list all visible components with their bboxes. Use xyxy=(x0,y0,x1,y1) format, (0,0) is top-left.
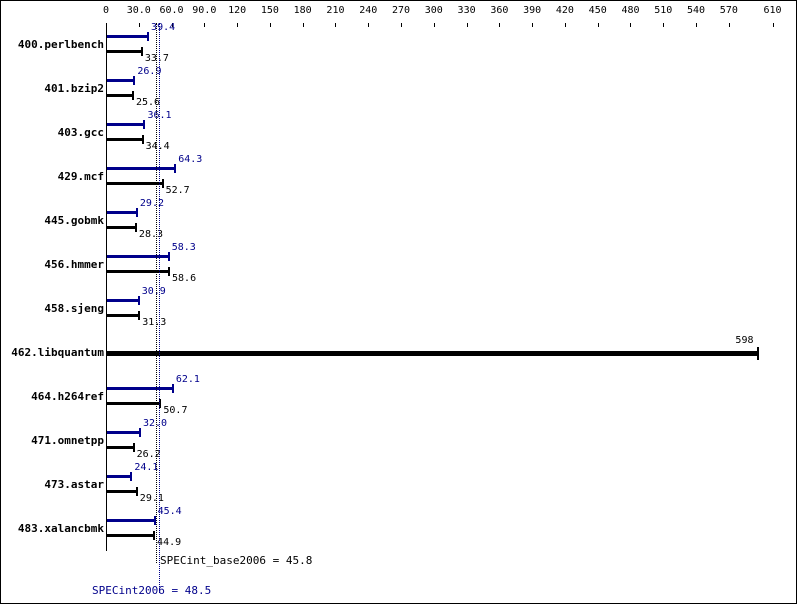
bar-peak xyxy=(106,387,174,390)
bar-peak-end-cap xyxy=(138,296,140,305)
bar-base-end-cap xyxy=(133,443,135,452)
bar-peak-end-cap xyxy=(172,384,174,393)
bar-base xyxy=(106,50,143,53)
bar-peak xyxy=(106,167,176,170)
bar-peak-end-cap xyxy=(139,428,141,437)
bar-value-label: 598 xyxy=(735,335,754,346)
bar-base-end-cap xyxy=(135,223,137,232)
x-tick-label: 450 xyxy=(588,5,607,16)
bar-peak-end-cap xyxy=(136,208,138,217)
y-category-label: 400.perlbench xyxy=(17,38,104,51)
bar-peak-value-label: 32.0 xyxy=(142,418,168,429)
x-tick-label: 390 xyxy=(523,5,542,16)
bar-peak-end-cap xyxy=(168,252,170,261)
bar-base-value-label: 44.9 xyxy=(157,537,182,548)
y-category-label: 462.libquantum xyxy=(11,346,104,359)
bar-peak xyxy=(106,475,132,478)
bar-peak xyxy=(106,35,149,38)
bar-base-end-cap xyxy=(162,179,164,188)
bar-base-value-label: 50.7 xyxy=(163,405,188,416)
bar-base xyxy=(106,138,144,141)
bar-base-end-cap xyxy=(136,487,138,496)
bar-peak-value-label: 39.4 xyxy=(151,22,176,33)
y-category-label: 471.omnetpp xyxy=(31,434,104,447)
bar-base xyxy=(106,226,137,229)
bar-base-value-label: 31.3 xyxy=(142,317,167,328)
bar-base-value-label: 28.3 xyxy=(138,229,164,240)
peak-mean-label: SPECint2006 = 48.5 xyxy=(91,584,212,597)
bar-peak xyxy=(106,431,141,434)
x-tick-label: 270 xyxy=(391,5,411,16)
bar-peak xyxy=(106,519,156,522)
bar-peak-value-label: 62.1 xyxy=(175,374,200,385)
bar-base-value-label: 52.7 xyxy=(165,185,190,196)
bar-base-value-label: 25.6 xyxy=(135,97,161,108)
bar-combined xyxy=(106,351,759,356)
x-tick-label: 210 xyxy=(326,5,345,16)
bar-base-end-cap xyxy=(142,135,144,144)
x-tick-label: 360 xyxy=(490,5,509,16)
plot-area xyxy=(106,23,778,551)
bar-base xyxy=(106,182,164,185)
y-axis-category-labels xyxy=(1,23,104,551)
y-category-label: 483.xalancbmk xyxy=(17,522,104,535)
x-tick-label: 540 xyxy=(687,5,706,16)
x-tick-label: 480 xyxy=(621,5,640,16)
bar-base xyxy=(106,446,135,449)
bar-peak-end-cap xyxy=(133,76,135,85)
bar-peak-end-cap xyxy=(143,120,145,129)
bar-peak xyxy=(106,79,135,82)
y-category-label: 401.bzip2 xyxy=(44,82,104,95)
bar-base-end-cap xyxy=(168,267,170,276)
bar-base xyxy=(106,314,140,317)
bar-end-cap xyxy=(757,347,759,360)
base-mean-line xyxy=(156,23,158,563)
y-category-label: 456.hmmer xyxy=(44,258,104,271)
bar-peak xyxy=(106,211,138,214)
bar-peak-value-label: 30.9 xyxy=(141,286,166,297)
bar-base-value-label: 34.4 xyxy=(145,141,170,152)
x-tick-label: 30.0 xyxy=(126,5,151,16)
x-tick-label: 610 xyxy=(763,5,782,16)
bar-peak-value-label: 29.2 xyxy=(139,198,164,209)
bar-base-end-cap xyxy=(132,91,134,100)
x-tick-label: 330 xyxy=(457,5,476,16)
y-category-label: 464.h264ref xyxy=(31,390,104,403)
bar-base-value-label: 33.7 xyxy=(144,53,169,64)
bar-peak xyxy=(106,123,145,126)
y-axis-line xyxy=(106,23,107,551)
base-mean-label: SPECint_base2006 = 45.8 xyxy=(160,554,313,567)
bar-base xyxy=(106,94,134,97)
bar-base-value-label: 26.2 xyxy=(136,449,161,460)
y-category-label: 458.sjeng xyxy=(44,302,104,315)
bar-base xyxy=(106,490,138,493)
y-category-label: 473.astar xyxy=(44,478,104,491)
y-category-label: 445.gobmk xyxy=(44,214,104,227)
peak-mean-line xyxy=(159,23,161,593)
bar-peak-value-label: 58.3 xyxy=(171,242,196,253)
x-tick-label: 510 xyxy=(654,5,673,16)
x-tick-label: 60.0 xyxy=(159,5,184,16)
x-tick-label: 570 xyxy=(719,5,738,16)
x-tick-label: 120 xyxy=(228,5,247,16)
bar-peak-value-label: 26.9 xyxy=(137,66,162,77)
x-axis-tick-labels xyxy=(1,5,798,19)
x-tick-label: 90.0 xyxy=(192,5,217,16)
bar-base-end-cap xyxy=(141,47,143,56)
x-tick-label: 420 xyxy=(555,5,574,16)
bar-base xyxy=(106,534,155,537)
x-tick-label: 300 xyxy=(424,5,443,16)
bar-peak-value-label: 45.4 xyxy=(157,506,182,517)
x-tick-label: 0 xyxy=(102,5,110,16)
bar-peak-end-cap xyxy=(130,472,132,481)
bar-peak-end-cap xyxy=(147,32,149,41)
bar-peak-end-cap xyxy=(174,164,176,173)
bar-peak-value-label: 24.1 xyxy=(134,462,159,473)
bar-peak-value-label: 36.1 xyxy=(147,110,172,121)
x-tick-label: 240 xyxy=(359,5,378,16)
bar-base-value-label: 29.1 xyxy=(139,493,164,504)
bar-base xyxy=(106,402,161,405)
bar-peak-value-label: 64.3 xyxy=(178,154,203,165)
x-tick-label: 180 xyxy=(293,5,312,16)
bar-base-end-cap xyxy=(138,311,140,320)
bar-peak xyxy=(106,299,140,302)
y-category-label: 429.mcf xyxy=(57,170,104,183)
x-tick-label: 150 xyxy=(260,5,279,16)
y-category-label: 403.gcc xyxy=(57,126,104,139)
bar-base-value-label: 58.6 xyxy=(172,273,197,284)
bar-base-end-cap xyxy=(153,531,155,540)
